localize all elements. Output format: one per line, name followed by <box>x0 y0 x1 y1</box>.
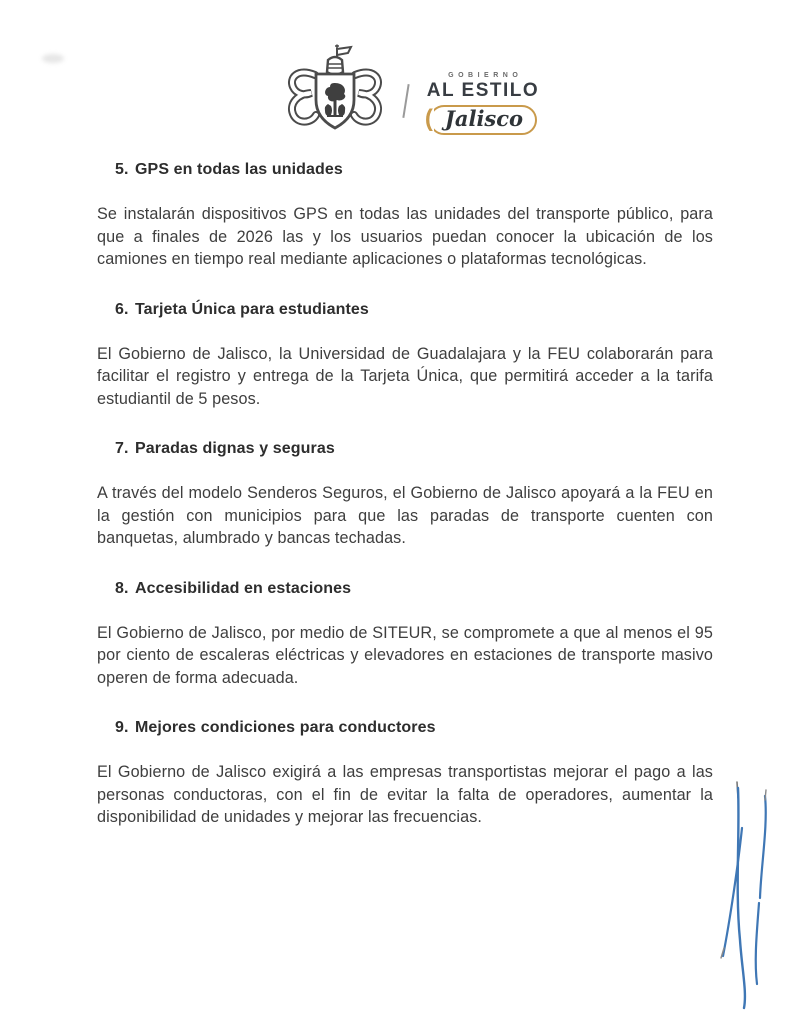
logo-divider <box>402 84 409 118</box>
section-paragraph: El Gobierno de Jalisco, la Universidad de Guadalajara y la FEU colaborarán para facilitar el registro y entrega de la Tarjeta Única, que permitirá acceder a la tarifa estudiantil de 5 pesos. <box>97 344 713 408</box>
section-paragraph: El Gobierno de Jalisco, por medio de SITEUR, se compromete a que al menos el 95 por ciento de escaleras eléctricas y elevadores en estaciones de transporte masivo operen de forma adecuada. <box>97 623 713 687</box>
section-title: Tarjeta Única para estudiantes <box>135 300 369 318</box>
document-section <box>97 580 713 690</box>
header-logo <box>12 0 800 142</box>
section-heading <box>115 719 713 737</box>
section-number: 9. <box>115 719 129 736</box>
section-heading <box>115 580 713 598</box>
jalisco-coat-of-arms-icon <box>285 44 385 140</box>
logo-al-estilo-text: AL ESTILO <box>426 79 540 101</box>
document-section <box>97 719 713 829</box>
logo-wordmark <box>424 71 540 135</box>
section-paragraph: A través del modelo Senderos Seguros, el Gobierno de Jalisco apoyará a la FEU en la gestión con municipios para que las paradas de transporte cuenten con banquetas, alumbrado y bancas techadas. <box>97 484 713 547</box>
section-number: 8. <box>115 579 129 597</box>
document-sections <box>0 161 800 829</box>
section-number: 5. <box>115 161 129 178</box>
section-heading <box>115 440 713 458</box>
section-paragraph: El Gobierno de Jalisco exigirá a las empresas transportistas mejorar el pago a las personas conductoras, con el fin de evitar la falta de operadores, aumentar la disponibilidad de unidades y mejorar las frecuencias. <box>97 763 713 826</box>
section-number: 6. <box>115 300 129 318</box>
section-title: Accesibilidad en estaciones <box>135 579 352 597</box>
logo-gobierno-text: GOBIERNO <box>448 71 523 79</box>
section-title: Paradas dignas y seguras <box>135 440 335 457</box>
section-title: GPS en todas las unidades <box>135 161 343 178</box>
section-title: Mejores condiciones para conductores <box>135 719 436 736</box>
section-number: 7. <box>115 440 129 457</box>
document-section <box>97 440 713 550</box>
logo-jalisco-text: Jalisco <box>444 105 524 131</box>
document-section <box>97 161 713 271</box>
section-heading <box>115 161 713 179</box>
section-heading <box>115 301 713 319</box>
document-section <box>97 301 713 411</box>
logo-paren-glyph: ( <box>424 104 433 132</box>
section-paragraph: Se instalarán dispositivos GPS en todas las unidades del transporte público, para que a finales de 2026 las y los usuarios puedan conocer la ubicación de los camiones en tiempo real mediante aplicaciones o plataformas tecnológicas. <box>97 205 713 268</box>
logo-jalisco-badge <box>424 104 537 135</box>
